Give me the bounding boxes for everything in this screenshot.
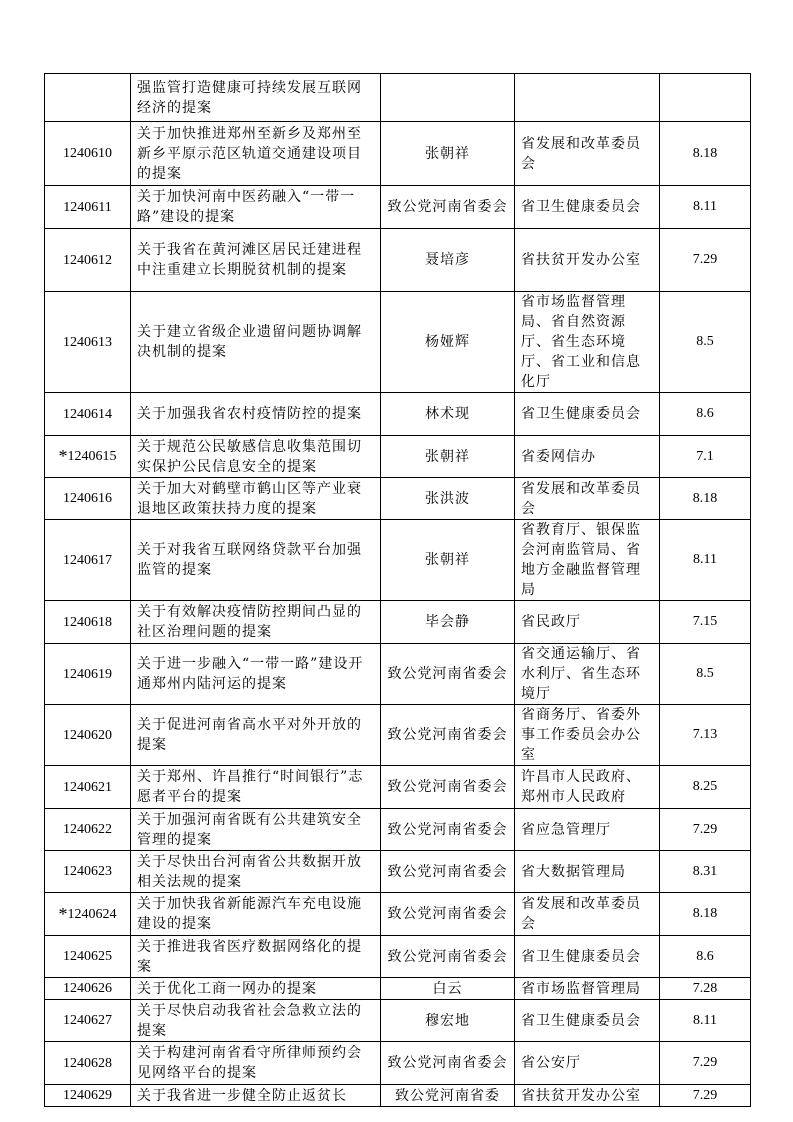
table-row <box>45 601 751 644</box>
proposal-title: 关于促进河南省高水平对外开放的提案 <box>131 705 381 766</box>
handling-department: 省发展和改革委员会 <box>515 478 660 520</box>
reply-date: 7.29 <box>660 809 751 851</box>
proposer-name: 张朝祥 <box>381 520 515 601</box>
handling-department: 省市场监督管理局 <box>515 978 660 1000</box>
handling-department: 省卫生健康委员会 <box>515 393 660 436</box>
proposal-title: 关于建立省级企业遗留问题协调解决机制的提案 <box>131 292 381 393</box>
reply-date: 7.15 <box>660 601 751 644</box>
table-row <box>45 186 751 229</box>
table-row <box>45 766 751 809</box>
proposer-name: 毕会静 <box>381 601 515 644</box>
proposer-name: 白云 <box>381 978 515 1000</box>
proposal-id: 1240611 <box>63 199 112 215</box>
proposal-title: 关于构建河南省看守所律师预约会见网络平台的提案 <box>131 1042 381 1085</box>
proposer-name: 穆宏地 <box>381 1000 515 1042</box>
handling-department: 省扶贫开发办公室 <box>515 229 660 292</box>
proposal-title: 关于对我省互联网络贷款平台加强监管的提案 <box>131 520 381 601</box>
handling-department: 省公安厅 <box>515 1042 660 1085</box>
proposal-title: 关于加快我省新能源汽车充电设施建设的提案 <box>131 893 381 936</box>
proposer-name: 致公党河南省委会 <box>381 809 515 851</box>
reply-date: 8.18 <box>660 478 751 520</box>
proposal-table-body <box>45 74 751 1107</box>
table-row <box>45 436 751 478</box>
proposal-number <box>45 1085 131 1107</box>
proposer-name: 聂培彦 <box>381 229 515 292</box>
proposer-name: 致公党河南省委会 <box>381 936 515 978</box>
proposer-name: 致公党河南省委会 <box>381 705 515 766</box>
handling-department: 省发展和改革委员会 <box>515 893 660 936</box>
handling-department: 省卫生健康委员会 <box>515 186 660 229</box>
proposal-title: 关于郑州、许昌推行“时间银行”志愿者平台的提案 <box>131 766 381 809</box>
proposal-number <box>45 229 131 292</box>
proposal-title: 关于加快推进郑州至新乡及郑州至新乡平原示范区轨道交通建设项目的提案 <box>131 122 381 186</box>
reply-date: 8.11 <box>660 1000 751 1042</box>
proposer-name <box>381 74 515 122</box>
reply-date: 8.18 <box>660 122 751 186</box>
proposal-number <box>45 893 131 936</box>
proposal-title: 关于加快河南中医药融入“一带一路”建设的提案 <box>131 186 381 229</box>
proposal-title: 关于尽快出台河南省公共数据开放相关法规的提案 <box>131 851 381 893</box>
proposal-number <box>45 601 131 644</box>
handling-department: 省卫生健康委员会 <box>515 936 660 978</box>
handling-department: 省教育厅、银保监会河南监管局、省地方金融监督管理局 <box>515 520 660 601</box>
reply-date: 7.29 <box>660 1042 751 1085</box>
reply-date: 7.1 <box>660 436 751 478</box>
proposer-name: 致公党河南省委会 <box>381 1042 515 1085</box>
proposal-id: 1240612 <box>63 252 112 268</box>
reply-date: 8.31 <box>660 851 751 893</box>
table-row <box>45 393 751 436</box>
proposal-title: 强监管打造健康可持续发展互联网经济的提案 <box>131 74 381 122</box>
proposal-number <box>45 393 131 436</box>
table-row <box>45 705 751 766</box>
handling-department: 省委网信办 <box>515 436 660 478</box>
proposal-number <box>45 705 131 766</box>
proposal-id: 1240618 <box>63 614 112 630</box>
proposal-title: 关于加大对鹤壁市鹤山区等产业衰退地区政策扶持力度的提案 <box>131 478 381 520</box>
table-row <box>45 292 751 393</box>
proposal-id: 1240625 <box>63 949 112 964</box>
proposal-title: 关于规范公民敏感信息收集范围切实保护公民信息安全的提案 <box>131 436 381 478</box>
proposal-id: 1240622 <box>63 822 112 837</box>
proposal-id: 1240617 <box>63 552 112 568</box>
proposal-number <box>45 851 131 893</box>
proposal-number <box>45 292 131 393</box>
proposal-id: 1240626 <box>63 981 112 996</box>
proposal-number <box>45 644 131 705</box>
proposal-id: 1240623 <box>63 864 112 879</box>
proposal-id: 1240627 <box>63 1013 112 1028</box>
proposer-name: 林术现 <box>381 393 515 436</box>
proposer-name: 致公党河南省委会 <box>381 186 515 229</box>
proposal-number <box>45 1000 131 1042</box>
handling-department <box>515 74 660 122</box>
proposal-id: 1240615 <box>67 449 117 464</box>
reply-date: 8.11 <box>660 520 751 601</box>
proposer-name: 张朝祥 <box>381 122 515 186</box>
table-row <box>45 978 751 1000</box>
reply-date: 7.28 <box>660 978 751 1000</box>
proposal-id: 1240629 <box>63 1088 112 1103</box>
proposal-title: 关于有效解决疫情防控期间凸显的社区治理问题的提案 <box>131 601 381 644</box>
proposal-number <box>45 978 131 1000</box>
proposal-number <box>45 1042 131 1085</box>
table-row <box>45 1042 751 1085</box>
handling-department: 省大数据管理局 <box>515 851 660 893</box>
table-row <box>45 122 751 186</box>
proposal-title: 关于加强河南省既有公共建筑安全管理的提案 <box>131 809 381 851</box>
reply-date <box>660 74 751 122</box>
reply-date: 7.29 <box>660 229 751 292</box>
proposer-name: 致公党河南省委 <box>381 1085 515 1107</box>
table-row <box>45 520 751 601</box>
reply-date: 8.5 <box>660 292 751 393</box>
table-row <box>45 851 751 893</box>
proposal-number <box>45 74 131 122</box>
handling-department: 省应急管理厅 <box>515 809 660 851</box>
table-row <box>45 478 751 520</box>
table-row <box>45 936 751 978</box>
proposal-number <box>45 122 131 186</box>
proposer-name: 致公党河南省委会 <box>381 851 515 893</box>
proposal-number <box>45 766 131 809</box>
table-row <box>45 893 751 936</box>
proposal-title: 关于优化工商一网办的提案 <box>131 978 381 1000</box>
proposer-name: 致公党河南省委会 <box>381 644 515 705</box>
reply-date: 8.11 <box>660 186 751 229</box>
proposal-title: 关于进一步融入“一带一路”建设开通郑州内陆河运的提案 <box>131 644 381 705</box>
proposal-title: 关于尽快启动我省社会急救立法的提案 <box>131 1000 381 1042</box>
proposer-name: 杨娅辉 <box>381 292 515 393</box>
proposal-table <box>44 73 751 1107</box>
handling-department: 省扶贫开发办公室 <box>515 1085 660 1107</box>
proposal-number <box>45 186 131 229</box>
handling-department: 省交通运输厅、省水利厅、省生态环境厅 <box>515 644 660 705</box>
proposal-title: 关于加强我省农村疫情防控的提案 <box>131 393 381 436</box>
proposal-id: 1240628 <box>63 1055 112 1071</box>
table-row <box>45 644 751 705</box>
proposer-name: 致公党河南省委会 <box>381 893 515 936</box>
proposal-title: 关于推进我省医疗数据网络化的提案 <box>131 936 381 978</box>
key-proposal-mark: * <box>58 903 68 924</box>
proposal-id: 1240621 <box>63 779 112 795</box>
proposal-id: 1240624 <box>67 906 117 922</box>
table-row <box>45 74 751 122</box>
proposal-title: 关于我省进一步健全防止返贫长 <box>131 1085 381 1107</box>
reply-date: 7.29 <box>660 1085 751 1107</box>
reply-date: 8.5 <box>660 644 751 705</box>
handling-department: 省卫生健康委员会 <box>515 1000 660 1042</box>
reply-date: 8.18 <box>660 893 751 936</box>
handling-department: 许昌市人民政府、郑州市人民政府 <box>515 766 660 809</box>
handling-department: 省商务厅、省委外事工作委员会办公室 <box>515 705 660 766</box>
proposal-number <box>45 936 131 978</box>
proposal-title: 关于我省在黄河滩区居民迁建进程中注重建立长期脱贫机制的提案 <box>131 229 381 292</box>
reply-date: 8.6 <box>660 936 751 978</box>
proposer-name: 张朝祥 <box>381 436 515 478</box>
table-row <box>45 809 751 851</box>
handling-department: 省市场监督管理局、省自然资源厅、省生态环境厅、省工业和信息化厅 <box>515 292 660 393</box>
proposal-id: 1240620 <box>63 727 112 743</box>
proposal-id: 1240619 <box>63 666 112 682</box>
handling-department: 省发展和改革委员会 <box>515 122 660 186</box>
table-row <box>45 229 751 292</box>
handling-department: 省民政厅 <box>515 601 660 644</box>
key-proposal-mark: * <box>58 446 68 466</box>
proposal-number <box>45 809 131 851</box>
table-row <box>45 1085 751 1107</box>
table-row <box>45 1000 751 1042</box>
reply-date: 8.6 <box>660 393 751 436</box>
proposal-id: 1240610 <box>63 146 112 161</box>
proposal-number <box>45 436 131 478</box>
proposal-id: 1240616 <box>63 491 112 506</box>
proposer-name: 张洪波 <box>381 478 515 520</box>
proposer-name: 致公党河南省委会 <box>381 766 515 809</box>
proposal-number <box>45 478 131 520</box>
reply-date: 7.13 <box>660 705 751 766</box>
proposal-id: 1240614 <box>63 406 112 422</box>
proposal-number <box>45 520 131 601</box>
reply-date: 8.25 <box>660 766 751 809</box>
proposal-id: 1240613 <box>63 334 112 350</box>
